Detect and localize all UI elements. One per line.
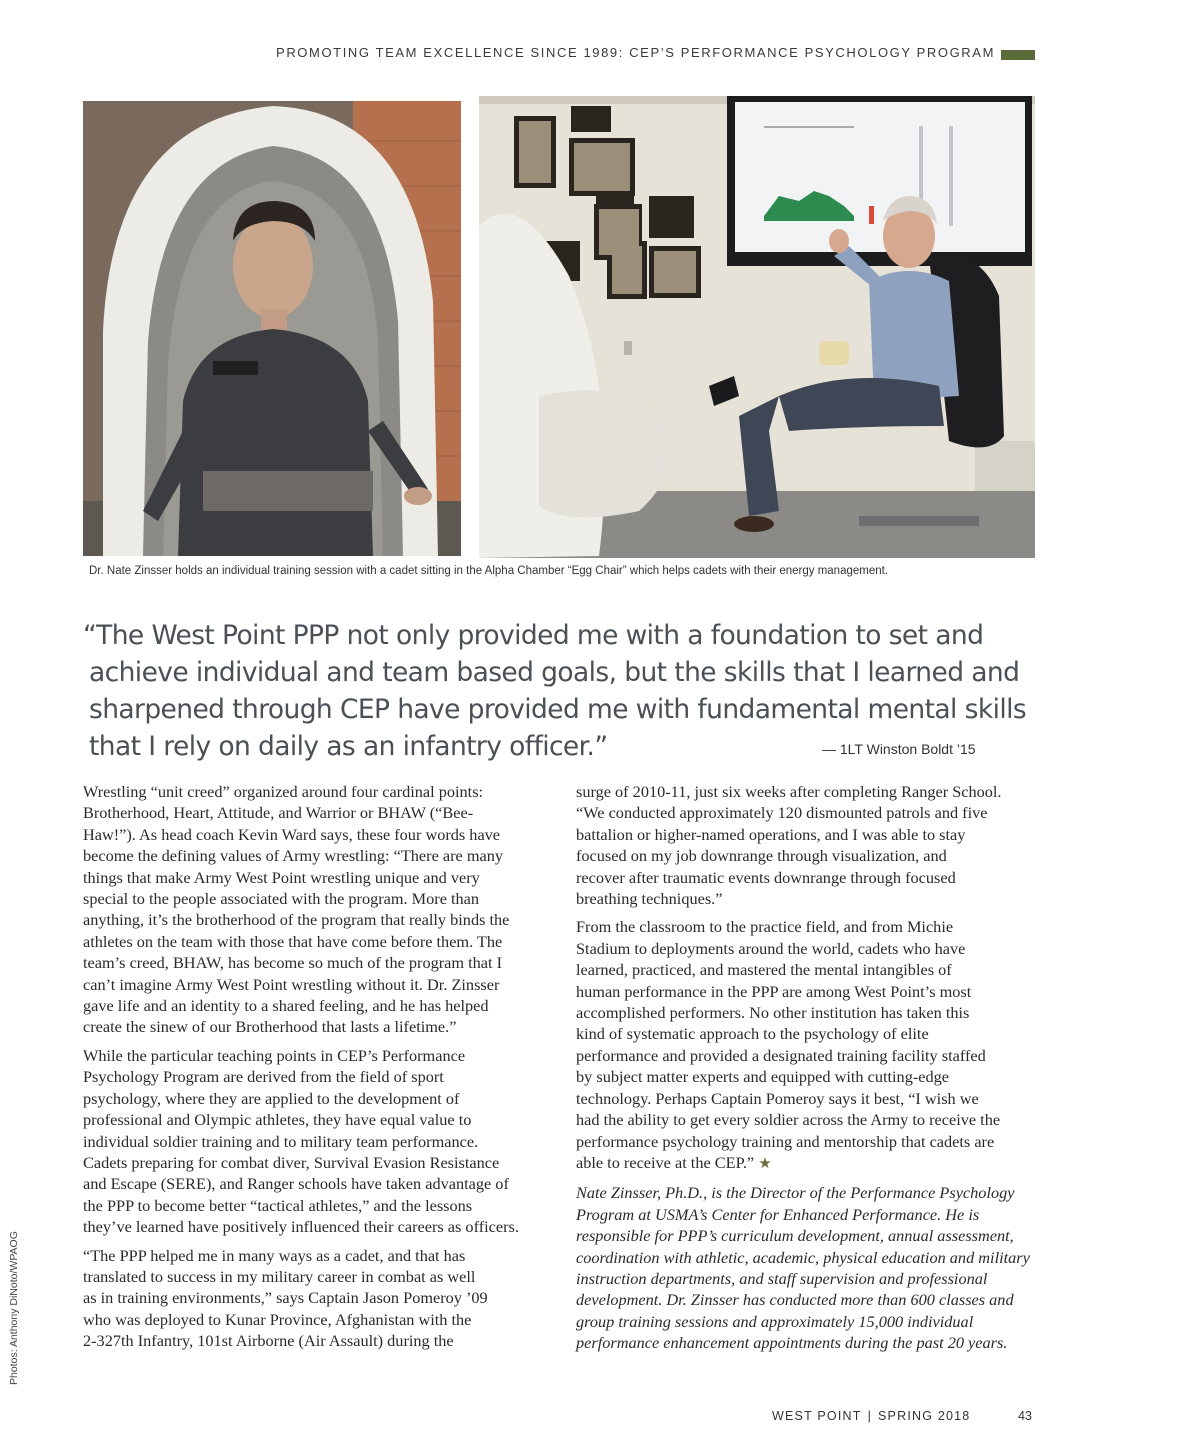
pull-quote-line: achieve individual and team based goals, but the skills that I learned and — [89, 657, 1020, 688]
text-line: things that make Army West Point wrestling unique and very — [83, 867, 480, 887]
photo-dr-zinsser — [479, 96, 1035, 558]
text-line: individual soldier training and to military team performance. — [83, 1131, 479, 1151]
text-line: While the particular teaching points in CEP’s Performance — [83, 1045, 466, 1065]
paragraph — [576, 916, 1042, 1175]
text-line: anything, it’s the brotherhood of the program that really binds the — [83, 910, 510, 930]
text-line: Psychology Program are derived from the field of sport — [83, 1067, 444, 1087]
text-line: able to receive at the CEP.” — [576, 1152, 755, 1172]
section-accent-bar — [1001, 50, 1035, 60]
text-line: special to the people associated with the program. More than — [83, 889, 480, 909]
text-line: athletes on the team with those that have come before them. The — [83, 931, 503, 951]
pull-quote-line: that I rely on daily as an infantry officer.” — [89, 731, 608, 762]
text-line: translated to success in my military career in combat as well — [83, 1266, 476, 1286]
pull-quote-line: “The West Point PPP not only provided me with a foundation to set and — [83, 620, 984, 651]
pull-quote-line: sharpened through CEP have provided me with fundamental mental skills — [89, 694, 1027, 725]
text-line: by subject matter experts and equipped with cutting-edge — [576, 1067, 949, 1087]
publication-name: WEST POINT — [772, 1409, 862, 1423]
paragraph — [83, 781, 545, 1038]
text-line: Stadium to deployments around the world, cadets who have — [576, 938, 966, 958]
text-line: Wrestling “unit creed” organized around four cardinal points: — [83, 782, 484, 801]
bio-line: coordination with athletic, academic, physical education and military — [576, 1247, 1030, 1267]
footer-separator: | — [867, 1409, 873, 1423]
paragraph — [576, 781, 1042, 909]
text-line: breathing techniques.” — [576, 889, 723, 909]
bio-line: Program at USMA’s Center for Enhanced Performance. He is — [576, 1204, 980, 1224]
text-line: gave life and an identity to a shared feeling, and he has helped — [83, 996, 489, 1016]
bio-line: Nate Zinsser, Ph.D., is the Director of the Performance Psychology — [576, 1183, 1015, 1203]
text-line: Cadets preparing for combat diver, Survival Evasion Resistance — [83, 1152, 500, 1172]
text-line: performance psychology training and mentorship that cadets are — [576, 1131, 995, 1151]
text-line: Brotherhood, Heart, Attitude, and Warrior or BHAW (“Bee- — [83, 803, 474, 823]
text-line: professional and Olympic athletes, they have equal value to — [83, 1110, 472, 1130]
text-line: human performance in the PPP are among West Point’s most — [576, 981, 972, 1001]
text-line: surge of 2010-11, just six weeks after completing Ranger School. — [576, 782, 1002, 801]
text-line: recover after traumatic events downrange through focused — [576, 867, 956, 887]
text-line: they’ve learned have positively influenced their careers as officers. — [83, 1217, 519, 1237]
text-line: team’s creed, BHAW, has become so much of the program that I — [83, 953, 503, 973]
text-line: “The PPP helped me in many ways as a cadet, and that has — [83, 1245, 466, 1265]
bio-line: responsible for PPP’s curriculum development, annual assessment, — [576, 1226, 1014, 1246]
text-line: create the sinew of our Brotherhood that lasts a lifetime.” — [83, 1017, 457, 1037]
text-line: kind of systematic approach to the psychology of elite — [576, 1024, 929, 1044]
text-line: learned, practiced, and mastered the mental intangibles of — [576, 960, 952, 980]
text-line: who was deployed to Kunar Province, Afghanistan with the — [83, 1309, 472, 1329]
text-line: “We conducted approximately 120 dismounted patrols and five — [576, 803, 988, 823]
text-line: had the ability to get every soldier across the Army to receive the — [576, 1110, 1001, 1130]
bio-line: performance enhancement appointments during the past 20 years. — [576, 1333, 1008, 1353]
page-footer — [772, 1409, 970, 1423]
issue-label: SPRING 2018 — [878, 1409, 971, 1423]
star-icon: ★ — [758, 1155, 772, 1172]
text-line: focused on my job downrange through visualization, and — [576, 846, 947, 866]
paragraph — [83, 1045, 545, 1238]
text-line: battalion or higher-named operations, and I was able to stay — [576, 824, 966, 844]
photo-caption: Dr. Nate Zinsser holds an individual training session with a cadet sitting in the Alpha Chamber “Egg Chair” which helps cadets with their energy management. — [89, 565, 889, 577]
bio-line: development. Dr. Zinsser has conducted more than 600 classes and — [576, 1290, 1014, 1310]
text-line: 2-327th Infantry, 101st Airborne (Air Assault) during the — [83, 1331, 454, 1351]
text-line: performance and provided a designated training facility staffed — [576, 1045, 986, 1065]
paragraph — [83, 1245, 545, 1352]
body-column-right — [576, 781, 1042, 1361]
photo-cadet-egg-chair-image — [83, 101, 461, 556]
running-title: PROMOTING TEAM EXCELLENCE SINCE 1989: CEP’S PERFORMANCE PSYCHOLOGY PROGRAM — [276, 45, 995, 60]
text-line: and Escape (SERE), and Ranger schools have taken advantage of — [83, 1174, 509, 1194]
text-line: Haw!”). As head coach Kevin Ward says, these four words have — [83, 824, 501, 844]
text-line: From the classroom to the practice field, and from Michie — [576, 917, 954, 937]
text-line: psychology, where they are applied to the development of — [83, 1088, 460, 1108]
body-column-left — [83, 781, 545, 1359]
photo-credit: Photos: Anthony DiNoto/WPAOG — [8, 1231, 20, 1385]
text-line: can’t imagine Army West Point wrestling without it. Dr. Zinsser — [83, 974, 500, 994]
photo-dr-zinsser-image — [479, 96, 1035, 558]
bio-line: group training sessions and approximately 15,000 individual — [576, 1311, 974, 1331]
page-number: 43 — [1018, 1409, 1032, 1423]
photo-cadet-egg-chair — [83, 101, 461, 556]
text-line-last — [576, 1152, 1042, 1175]
pull-quote-attribution: — 1LT Winston Boldt ’15 — [822, 741, 976, 757]
text-line: become the defining values of Army wrestling: “There are many — [83, 846, 503, 866]
text-line: technology. Perhaps Captain Pomeroy says it best, “I wish we — [576, 1088, 979, 1108]
bio-line: instruction departments, and staff supervision and professional — [576, 1268, 988, 1288]
text-line: as in training environments,” says Captain Jason Pomeroy ’09 — [83, 1288, 488, 1308]
text-line: accomplished performers. No other institution has taken this — [576, 1003, 970, 1023]
text-line: the PPP to become better “tactical athletes,” and the lessons — [83, 1195, 473, 1215]
author-bio — [576, 1182, 1042, 1353]
